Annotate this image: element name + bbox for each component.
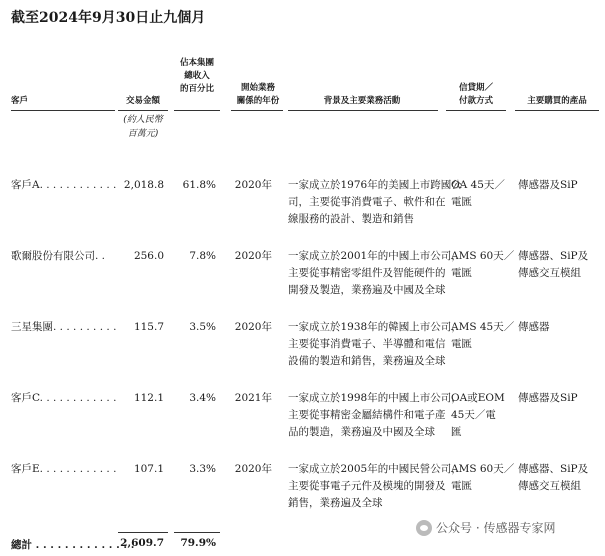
table-row-customer: 客戶C. . . . . . . . . . . . xyxy=(11,392,117,404)
header-amount: 交易金額 xyxy=(125,96,160,106)
table-row-customer: 三星集團. . . . . . . . . . xyxy=(11,321,117,333)
header-start-year: 開始業務 關係的年份 xyxy=(236,83,280,106)
table-row-background: 一家成立於2005年的中國民營公司， 主要從事電子元件及模塊的開發及 銷售，業務遍及全球 xyxy=(288,463,462,509)
table-row-year: 2020年 xyxy=(234,463,272,475)
table-row-amount: 107.1 xyxy=(133,463,164,475)
header-rule xyxy=(288,110,438,111)
wechat-icon xyxy=(416,520,432,536)
table-row-products: 傳感器及SiP xyxy=(518,392,578,404)
page-title: 截至2024年9月30日止九個月 xyxy=(11,10,206,26)
table-row-credit: AMS 45天／ 電匯 xyxy=(451,321,515,350)
table-row-amount: 115.7 xyxy=(133,321,164,333)
table-row-amount: 2,018.8 xyxy=(123,179,164,191)
table-row-year: 2020年 xyxy=(234,321,272,333)
header-rule xyxy=(11,110,115,111)
header-background: 背景及主要業務活動 xyxy=(323,96,401,106)
table-row-credit: AMS 60天／ 電匯 xyxy=(451,250,515,279)
table-row-amount: 112.1 xyxy=(133,392,164,404)
total-rule xyxy=(118,532,168,533)
table-row-background: 一家成立於1938年的韓國上市公司， 主要從事消費電子、半導體和電信 設備的製造和銷售，業務遍及全球 xyxy=(288,321,462,367)
header-customer: 客戶 xyxy=(11,96,29,106)
table-row-products: 傳感器 xyxy=(518,321,550,333)
table-row-year: 2021年 xyxy=(234,392,272,404)
total-rule xyxy=(174,532,220,533)
watermark: 公众号 · 传感器专家网 xyxy=(416,519,555,536)
header-products: 主要購買的產品 xyxy=(527,96,587,106)
header-rule xyxy=(174,110,220,111)
table-row-share: 7.8% xyxy=(189,250,216,262)
table-row-amount: 256.0 xyxy=(133,250,164,262)
table-row-customer: 客戶E. . . . . . . . . . . . xyxy=(11,463,117,475)
table-row-share: 3.4% xyxy=(189,392,216,404)
table-row-share: 3.3% xyxy=(189,463,216,475)
header-credit: 信貸期／ 付款方式 xyxy=(458,83,493,106)
table-row-background: 一家成立於1976年的美國上市跨國公 司，主要從事消費電子、軟件和在 線服務的設計、製造和銷售 xyxy=(288,179,462,225)
total-amount: 2,609.7 xyxy=(120,537,164,549)
header-share: 佔本集團 總收入 的百分比 xyxy=(179,58,214,94)
table-row-credit: OA 45天／ 電匯 xyxy=(451,179,505,208)
table-row-products: 傳感器及SiP xyxy=(518,179,578,191)
table-row-customer: 歌爾股份有限公司. . xyxy=(11,250,106,262)
table-row-background: 一家成立於1998年的中國上市公司， 主要從事精密金屬結構件和電子產 品的製造，業務遍及中國及全球 xyxy=(288,392,462,438)
header-rule xyxy=(118,110,168,111)
table-row-share: 61.8% xyxy=(182,179,216,191)
header-rule xyxy=(231,110,283,111)
total-label: 總計 . . . . . . . . . . . . . . xyxy=(11,539,135,551)
table-row-products: 傳感器、SiP及 傳感交互模組 xyxy=(518,463,589,492)
table-row-year: 2020年 xyxy=(234,179,272,191)
table-row-products: 傳感器、SiP及 傳感交互模組 xyxy=(518,250,589,279)
table-row-credit: OA或EOM 45天／電 匯 xyxy=(451,392,505,438)
table-row-share: 3.5% xyxy=(189,321,216,333)
amount-unit-note: (約人民幣 百萬元) xyxy=(123,115,163,139)
header-rule xyxy=(515,110,599,111)
header-rule xyxy=(446,110,506,111)
table-row-year: 2020年 xyxy=(234,250,272,262)
table-row-background: 一家成立於2001年的中國上市公司， 主要從事精密零組件及智能硬件的 開發及製造，業務遍及中國及全球 xyxy=(288,250,462,296)
table-row-credit: AMS 60天／ 電匯 xyxy=(451,463,515,492)
total-share: 79.9% xyxy=(180,537,216,549)
table-row-customer: 客戶A. . . . . . . . . . . . xyxy=(11,179,117,191)
